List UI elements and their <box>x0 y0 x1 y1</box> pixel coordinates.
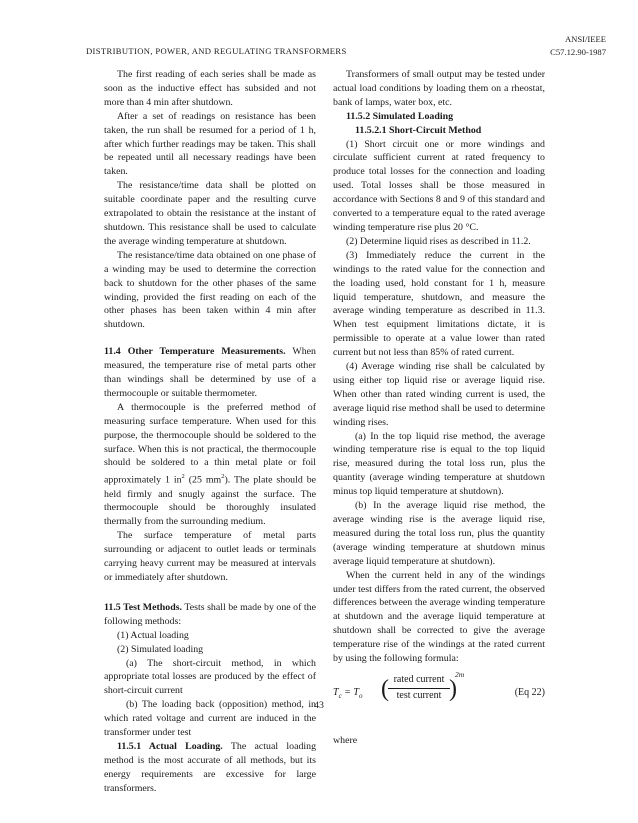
left-paren: ( <box>381 675 389 702</box>
section-heading: 11.5.1 Actual Loading. <box>117 740 223 752</box>
list-item: (2) Determine liquid rises as described in 11.2. <box>346 235 531 247</box>
denominator: test current <box>396 689 442 701</box>
section-text: When measured, the temperature rise of metal parts other than windings shall be determined by use of a thermocouple or suitable thermometer. <box>104 346 316 399</box>
subscript: c <box>338 691 342 700</box>
section-heading: 11.4 Other Temperature Measurements. <box>104 346 286 358</box>
variable: T <box>353 686 359 698</box>
list-item: (a) In the top liquid rise method, the average winding temperature rise is equal to the top liquid rise, measured during the total loss run, plus the quantity (average winding temperature at shutdown minus top liquid temperature at shutdown). <box>333 430 545 498</box>
right-column <box>333 68 545 748</box>
superscript: 2 <box>221 473 225 481</box>
standard-designation <box>550 33 606 59</box>
list-item: (a) The short-circuit method, in which appropriate total losses are produced by the effect of short-circuit current <box>104 657 316 697</box>
text-run: ). The plate should be held firmly and snugly against the surface. The thermocouple should be thoroughly insulated thermally from the surrounding medium. <box>104 474 317 528</box>
list-item: (b) In the average liquid rise method, the average winding rise is the average liquid rise, measured during the total loss run, plus the quantity (average winding temperature at shutdown minus average liquid temperature at shutdown). <box>333 500 545 567</box>
left-column <box>104 68 316 796</box>
superscript: 2 <box>181 473 185 481</box>
paragraph: After a set of readings on resistance has been taken, the run shall be resumed for a period of 1 h, after which further readings may be taken. This shall be repeated until all necessary readings have been taken. <box>104 110 316 178</box>
paragraph: Transformers of small output may be tested under actual load conditions by loading them on a rheostat, bank of lamps, water box, etc. <box>333 69 545 108</box>
equation-body: $T_c = T_o$ <box>333 686 363 700</box>
right-paren: ) <box>449 675 457 702</box>
equation-22 <box>333 669 545 724</box>
fraction <box>388 673 450 703</box>
equation-label: (Eq 22) <box>514 686 545 698</box>
list-item: (4) Average winding rise shall be calculated by using either top liquid rise or average liquid rise. When other than rated winding current is used, the average liquid rise method shall be used to determine winding rises. <box>333 361 545 428</box>
paragraph: The resistance/time data shall be plotted on suitable coordinate paper and the resulting curve extrapolated to obtain the resistance at the instant of shutdown. This resistance shall be used to calculate the average winding temperature at shutdown. <box>104 180 316 247</box>
paragraph: When the current held in any of the windings under test differs from the rated current, the observed differences between the average winding temperature at shutdown and the average liquid temperature at shutdown shall be corrected to give the average temperature rise of the windings at the rated current by using the following formula: <box>333 569 545 665</box>
variable: T <box>333 686 339 698</box>
paragraph: The resistance/time data obtained on one phase of a winding may be used to determine the correction back to shutdown for the other phases of the same winding, provided the first reading on each of the other phases has been taken within 4 min after shutdown. <box>104 249 316 331</box>
paragraph-thermocouple <box>104 401 316 529</box>
section-text: The actual loading method is the most accurate of all methods, but its energy requirements are excessive for large transformers. <box>104 740 317 794</box>
where-label: where <box>333 734 358 746</box>
list-item: (1) Actual loading <box>117 629 189 641</box>
text-run: (25 mm <box>184 474 222 486</box>
section-11-5 <box>104 601 316 629</box>
list-item: (2) Simulated loading <box>117 643 204 655</box>
section-text: Tests shall be made by one of the following methods: <box>104 601 316 627</box>
subscript: o <box>358 691 363 700</box>
numerator: rated current <box>388 673 450 689</box>
list-item: (b) The loading back (opposition) method, in which rated voltage and current are induced in the transformer under test <box>104 699 316 739</box>
section-heading: 11.5 Test Methods. <box>104 601 183 613</box>
paragraph: The surface temperature of metal parts surrounding or adjacent to outlet leads or terminals carrying heavy current may be measured at intervals or immediately after shutdown. <box>104 530 316 584</box>
list-item: (3) Immediately reduce the current in the windings to the rated value for the connection and the loading used, hold constant for 1 h, measure liquid temperature, shutdown, and measure the average winding temperature as described in 11.3. When test equipment limitations dictate, it is permissible to operate at a value lower than rated current but not less than 85% of rated current. <box>333 249 545 359</box>
page-number: 43 <box>314 700 324 711</box>
section-heading-11-5-2: 11.5.2 Simulated Loading <box>346 110 454 122</box>
section-11-5-1 <box>104 740 316 796</box>
running-header: DISTRIBUTION, POWER, AND REGULATING TRANSFORMERS <box>86 46 347 56</box>
paragraph: The first reading of each series shall be made as soon as the inductive effect has subsided and not more than 4 min after shutdown. <box>104 69 316 108</box>
standard-number: C57.12.90-1987 <box>550 47 606 57</box>
text-run: A thermocouple is the preferred method of measuring surface temperature. When used for this purpose, the thermocouple should be soldered to the surface. When this is not practical, the thermocouple should be soldered to a thin metal plate or foil approximately 1 in <box>104 401 316 486</box>
exponent: 2m <box>455 669 465 679</box>
list-item: (1) Short circuit one or more windings and circulate sufficient current at rated frequency to produce total losses for the connection and loading used. Total losses shall be those measured in accordance with Sections 8 and 9 of this standard and converted to a temperature equal to the rated average winding temperature rise plus 20 °C. <box>333 138 545 233</box>
section-heading-11-5-2-1: 11.5.2.1 Short-Circuit Method <box>355 124 482 136</box>
standard-org: ANSI/IEEE <box>564 34 606 44</box>
section-11-4 <box>104 345 316 401</box>
